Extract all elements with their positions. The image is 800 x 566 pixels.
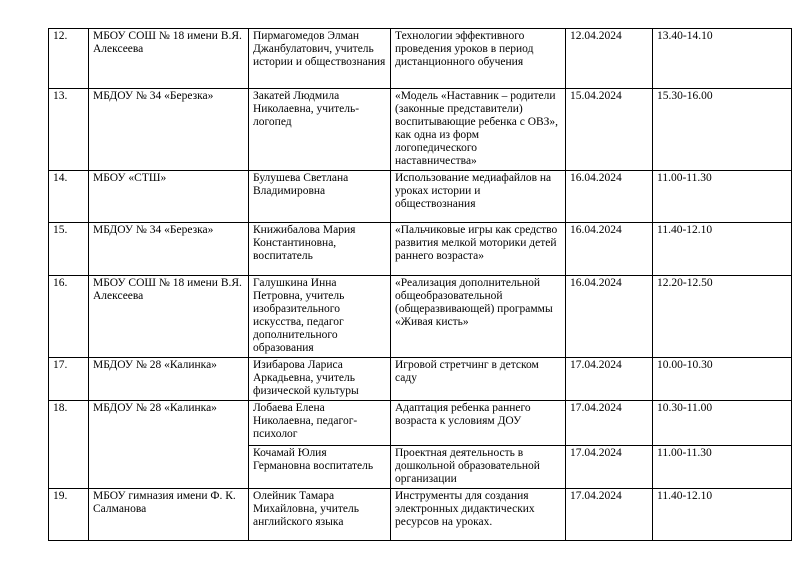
cell-row-number: 18. <box>49 401 89 489</box>
cell-topic: Игровой стретчинг в детском саду <box>391 358 566 401</box>
cell-topic: «Пальчиковые игры как средство развития мелкой моторики детей раннего возраста» <box>391 223 566 276</box>
cell-row-number: 14. <box>49 171 89 223</box>
cell-institution: МБДОУ № 28 «Калинка» <box>89 401 249 489</box>
cell-date: 12.04.2024 <box>566 29 653 89</box>
cell-institution: МБОУ СОШ № 18 имени В.Я. Алексеева <box>89 276 249 358</box>
cell-topic: Проектная деятельность в дошкольной образовательной организации <box>391 446 566 489</box>
table-row <box>49 89 792 171</box>
cell-person: Пирмагомедов Элман Джанбулатович, учитель истории и обществознания <box>249 29 391 89</box>
cell-person: Закатей Людмила Николаевна, учитель-логопед <box>249 89 391 171</box>
cell-date: 16.04.2024 <box>566 276 653 358</box>
cell-institution: МБДОУ № 34 «Березка» <box>89 89 249 171</box>
cell-time: 13.40-14.10 <box>653 29 792 89</box>
cell-date: 16.04.2024 <box>566 171 653 223</box>
table-row <box>49 223 792 276</box>
table-row <box>49 171 792 223</box>
cell-row-number: 13. <box>49 89 89 171</box>
cell-person: Кочамай Юлия Германовна воспитатель <box>249 446 391 489</box>
cell-topic: «Реализация дополнительной общеобразовательной (общеразвивающей) программы «Живая кисть» <box>391 276 566 358</box>
cell-person: Изибарова Лариса Аркадьевна, учитель физической культуры <box>249 358 391 401</box>
cell-date: 17.04.2024 <box>566 401 653 446</box>
cell-topic: Использование медиафайлов на уроках истории и обществознания <box>391 171 566 223</box>
cell-row-number: 12. <box>49 29 89 89</box>
table-row <box>49 401 792 446</box>
cell-row-number: 19. <box>49 489 89 541</box>
table-row <box>49 276 792 358</box>
cell-topic: Адаптация ребенка раннего возраста к условиям ДОУ <box>391 401 566 446</box>
cell-row-number: 15. <box>49 223 89 276</box>
table-row <box>49 358 792 401</box>
cell-time: 15.30-16.00 <box>653 89 792 171</box>
table-row <box>49 489 792 541</box>
cell-person: Книжибалова Мария Константиновна, воспитатель <box>249 223 391 276</box>
cell-date: 16.04.2024 <box>566 223 653 276</box>
cell-topic: Инструменты для создания электронных дидактических ресурсов на уроках. <box>391 489 566 541</box>
cell-time: 10.00-10.30 <box>653 358 792 401</box>
cell-time: 11.40-12.10 <box>653 489 792 541</box>
cell-date: 17.04.2024 <box>566 358 653 401</box>
cell-institution: МБДОУ № 28 «Калинка» <box>89 358 249 401</box>
cell-person: Булушева Светлана Владимировна <box>249 171 391 223</box>
cell-person: Галушкина Инна Петровна, учитель изобразительного искусства, педагог дополнительного образования <box>249 276 391 358</box>
cell-topic: Технологии эффективного проведения уроков в период дистанционного обучения <box>391 29 566 89</box>
cell-institution: МБОУ гимназия имени Ф. К. Салманова <box>89 489 249 541</box>
cell-person: Лобаева Елена Николаевна, педагог-психолог <box>249 401 391 446</box>
cell-time: 11.00-11.30 <box>653 446 792 489</box>
cell-time: 10.30-11.00 <box>653 401 792 446</box>
cell-row-number: 16. <box>49 276 89 358</box>
cell-institution: МБОУ СОШ № 18 имени В.Я. Алексеева <box>89 29 249 89</box>
schedule-table <box>48 28 792 541</box>
cell-topic: «Модель «Наставник – родители (законные представители) воспитывающие ребенка с ОВЗ», как одна из форм логопедического наставничества» <box>391 89 566 171</box>
cell-row-number: 17. <box>49 358 89 401</box>
cell-time: 11.00-11.30 <box>653 171 792 223</box>
cell-institution: МБОУ «СТШ» <box>89 171 249 223</box>
table-row <box>49 29 792 89</box>
cell-institution: МБДОУ № 34 «Березка» <box>89 223 249 276</box>
cell-time: 11.40-12.10 <box>653 223 792 276</box>
cell-time: 12.20-12.50 <box>653 276 792 358</box>
cell-person: Олейник Тамара Михайловна, учитель английского языка <box>249 489 391 541</box>
cell-date: 17.04.2024 <box>566 446 653 489</box>
cell-date: 17.04.2024 <box>566 489 653 541</box>
cell-date: 15.04.2024 <box>566 89 653 171</box>
